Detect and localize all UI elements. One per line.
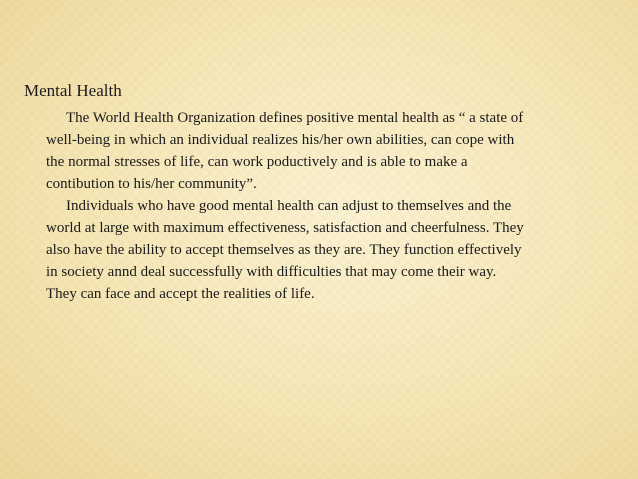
slide-body	[46, 107, 618, 305]
text-line: contibution to his/her community”.	[46, 176, 257, 192]
slide-title: Mental Health	[24, 81, 122, 100]
paragraph-who-definition	[46, 107, 618, 195]
paragraph-good-mental-health	[46, 195, 618, 305]
text-line: the normal stresses of life, can work poductively and is able to make a	[46, 154, 468, 170]
text-line: also have the ability to accept themselves as they are. They function effectively	[46, 242, 522, 258]
text-line: The World Health Organization defines positive mental health as “ a state of	[66, 110, 524, 126]
text-line: world at large with maximum effectiveness, satisfaction and cheerfulness. They	[46, 220, 524, 236]
text-line: well-being in which an individual realizes his/her own abilities, can cope with	[46, 132, 515, 148]
text-line: Individuals who have good mental health can adjust to themselves and the	[66, 198, 512, 214]
text-line: in society annd deal successfully with difficulties that may come their way.	[46, 264, 497, 280]
text-line: They can face and accept the realities of life.	[46, 286, 315, 302]
